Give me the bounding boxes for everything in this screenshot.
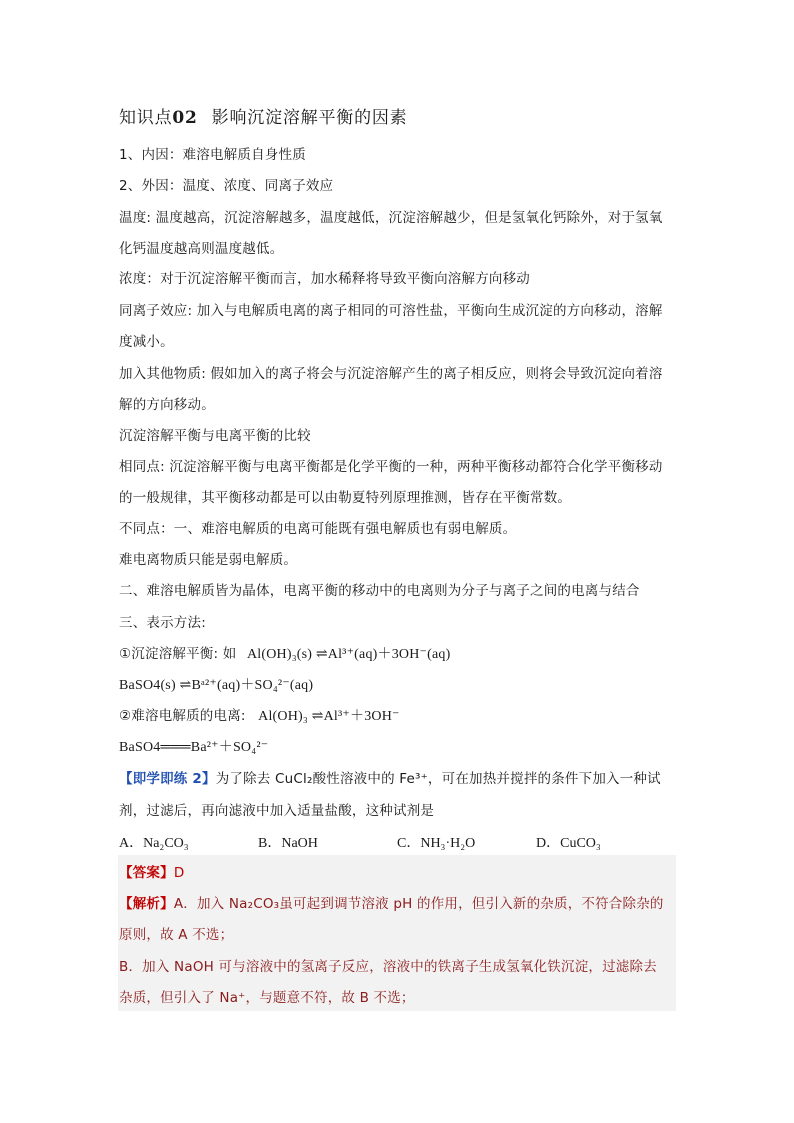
- equation-formula: Al(OH)₃(s) ⇌Al³⁺(aq)＋3OH⁻(aq): [246, 647, 451, 662]
- equation-label: ②难溶电解质的电离:: [119, 708, 246, 724]
- text-line: 1、内因：难溶电解质自身性质: [119, 147, 306, 163]
- option-d: D．CuCO₃: [536, 836, 601, 851]
- exercise-question: [119, 769, 661, 789]
- option-a: A．Na₂CO₃: [119, 836, 189, 851]
- section-heading: [119, 108, 407, 128]
- text-line: 度减小。: [119, 334, 174, 350]
- analysis-line: [119, 894, 664, 914]
- text-line: 解的方向移动。: [119, 397, 215, 413]
- text-line: 浓度：对于沉淀溶解平衡而言，加水稀释将导致平衡向溶解方向移动: [119, 271, 530, 287]
- text-line: 温度: 温度越高，沉淀溶解越多，温度越低，沉淀溶解越少，但是氢氧化钙除外，对于氢氧: [119, 210, 663, 226]
- question-text: 剂，过滤后，再向滤液中加入适量盐酸，这种试剂是: [119, 803, 435, 819]
- text-line: 二、难溶电解质皆为晶体，电离平衡的移动中的电离则为分子与离子之间的电离与结合: [119, 583, 640, 599]
- analysis-text: B．加入 NaOH 可与溶液中的氢离子反应，溶液中的铁离子生成氢氧化铁沉淀，过滤除去: [119, 959, 657, 975]
- exercise-tag: 【即学即练 2】: [119, 771, 216, 787]
- equation-formula: BaSO4(s) ⇌Bᵃ²⁺(aq)＋SO₄²⁻(aq): [119, 678, 314, 693]
- text-line: 三、表示方法:: [119, 615, 206, 631]
- answer-line: [119, 863, 184, 883]
- option-b: B．NaOH: [258, 836, 318, 851]
- text-line: 不同点：一、难溶电解质的电离可能既有强电解质也有弱电解质。: [119, 521, 517, 537]
- text-line: 相同点: 沉淀溶解平衡与电离平衡都是化学平衡的一种，两种平衡移动都符合化学平衡移动: [119, 459, 663, 475]
- analysis-text: 原则，故 A 不选；: [119, 927, 234, 943]
- answer-tag: 【答案】: [119, 865, 174, 881]
- equation-formula: Al(OH)₃ ⇌Al³⁺＋3OH⁻: [258, 709, 400, 724]
- equation-label: ①沉淀溶解平衡: 如: [119, 646, 237, 662]
- text-line: 的一般规律，其平衡移动都是可以由勒夏特列原理推测，皆存在平衡常数。: [119, 490, 572, 506]
- analysis-text: A．加入 Na₂CO₃虽可起到调节溶液 pH 的作用，但引入新的杂质，不符合除杂的: [173, 896, 664, 912]
- text-line: 加入其他物质: 假如加入的离子将会与沉淀溶解产生的离子相反应，则将会导致沉淀向着溶: [119, 366, 663, 382]
- question-text: 为了除去 CuCl₂酸性溶液中的 Fe³⁺，可在加热并搅拌的条件下加入一种试: [215, 771, 661, 787]
- option-c: C．NH₃·H₂O: [397, 836, 476, 851]
- text-line: 化钙温度越高则温度越低。: [119, 241, 284, 257]
- equation-line: [119, 706, 400, 727]
- text-line: 2、外因：温度、浓度、同离子效应: [119, 178, 334, 194]
- heading-text: 影响沉淀溶解平衡的因素: [211, 108, 408, 128]
- text-line: 同离子效应: 加入与电解质电离的离子相同的可溶性盐，平衡向生成沉淀的方向移动，溶解: [119, 303, 663, 319]
- equation-formula: BaSO4═══Ba²⁺＋SO₄²⁻: [119, 740, 269, 755]
- text-line: 沉淀溶解平衡与电离平衡的比较: [119, 428, 311, 444]
- answer-value: D: [173, 865, 185, 881]
- analysis-text: 杂质，但引入了 Na⁺，与题意不符，故 B 不选；: [119, 990, 415, 1006]
- heading-number: 02: [172, 108, 198, 128]
- analysis-tag: 【解析】: [119, 896, 174, 912]
- equation-line: [119, 644, 450, 665]
- heading-prefix: 知识点: [119, 108, 173, 128]
- text-line: 难电离物质只能是弱电解质。: [119, 552, 298, 568]
